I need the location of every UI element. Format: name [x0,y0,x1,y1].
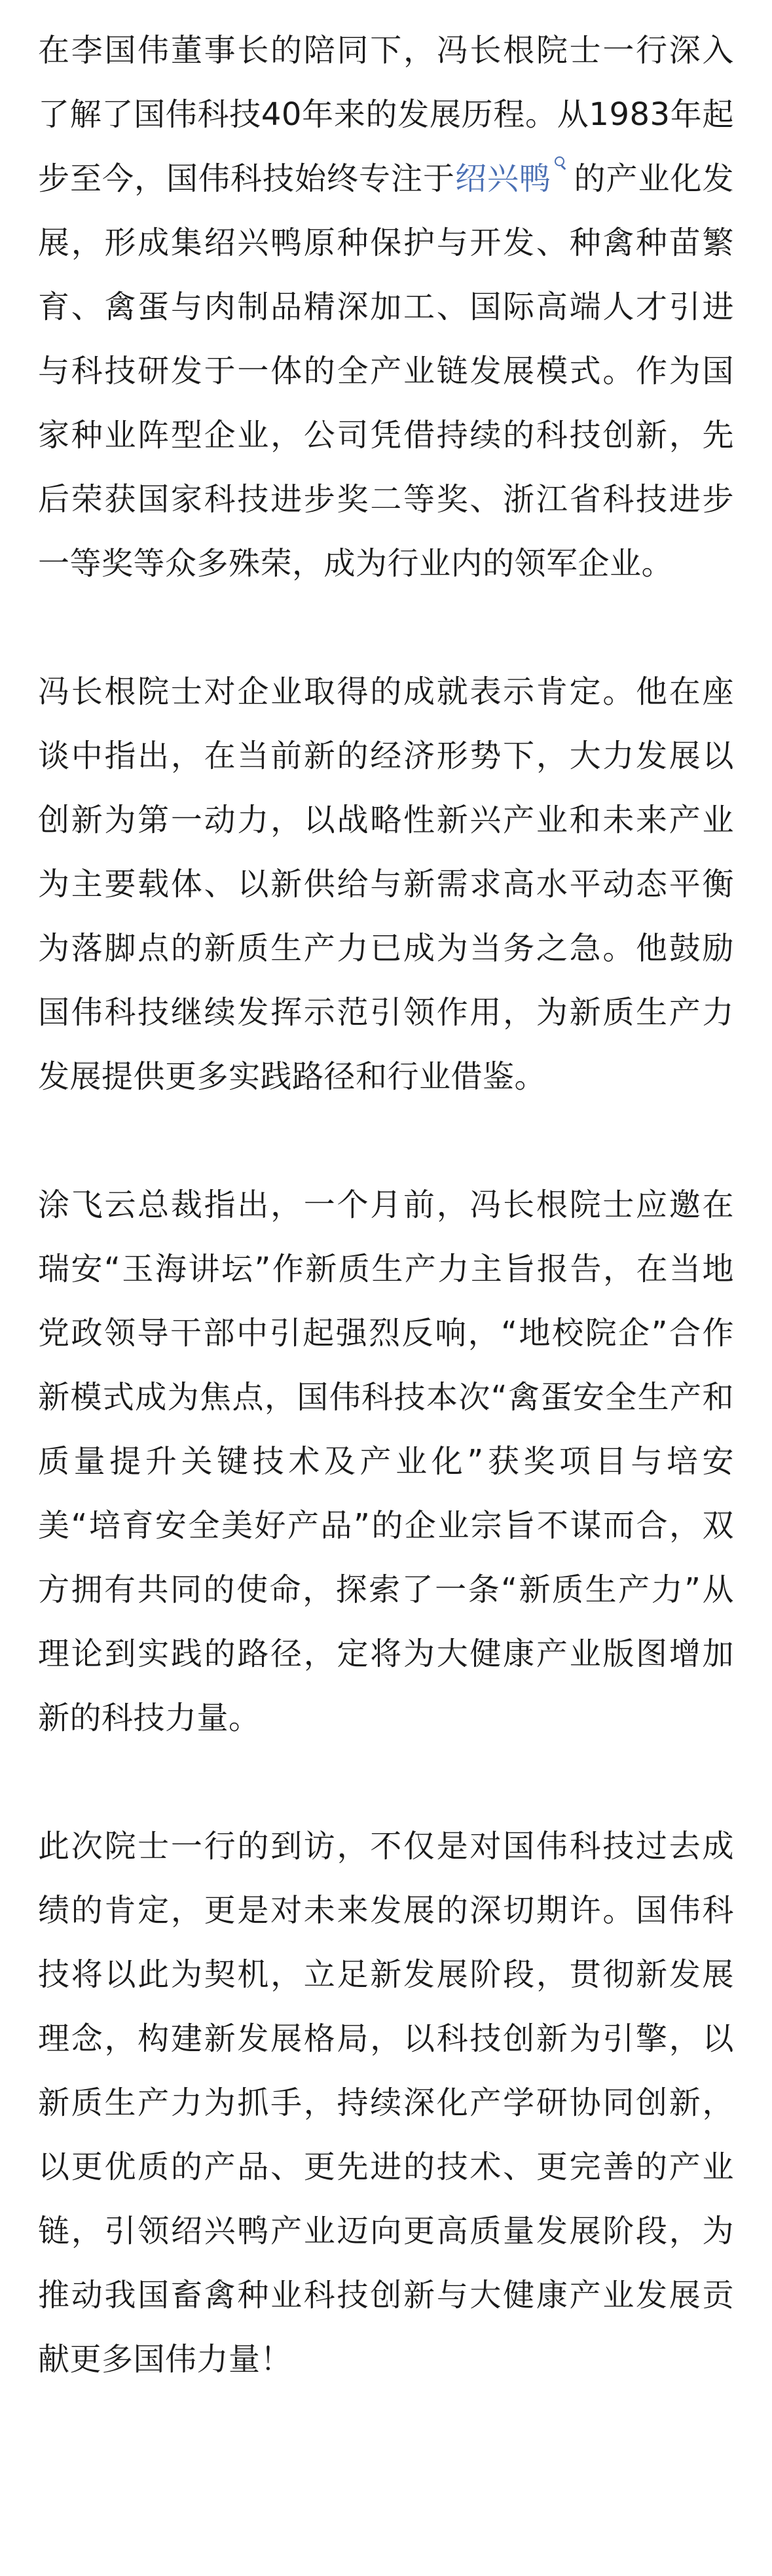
paragraph-1-text-after: 的产业化发展，形成集绍兴鸭原种保护与开发、种禽种苗繁育、禽蛋与肉制品精深加工、国际高端人才引进与科技研发于一体的全产业链发展模式。作为国家种业阵型企业，公司凭借持续的科技创新，先后荣获国家科技进步奖二等奖、浙江省科技进步一等奖等众多殊荣，成为行业内的领军企业。 [38,160,734,582]
search-icon[interactable] [554,155,568,175]
paragraph-2: 冯长根院士对企业取得的成就表示肯定。他在座谈中指出，在当前新的经济形势下，大力发展以创新为第一动力，以战略性新兴产业和未来产业为主要载体、以新供给与新需求高水平动态平衡为落脚点的新质生产力已成为当务之急。他鼓励国伟科技继续发挥示范引领作用，为新质生产力发展提供更多实践路径和行业借鉴。 [38,673,734,1095]
paragraph-3: 涂飞云总裁指出，一个月前，冯长根院士应邀在瑞安“玉海讲坛”作新质生产力主旨报告，在当地党政领导干部中引起强烈反响，“地校院企”合作新模式成为焦点，国伟科技本次“禽蛋安全生产和质量提升关键技术及产业化”获奖项目与培安美“培育安全美好产品”的企业宗旨不谋而合，双方拥有共同的使命，探索了一条“新质生产力”从理论到实践的路径，定将为大健康产业版图增加新的科技力量。 [38,1187,734,1736]
paragraph-4: 此次院士一行的到访，不仅是对国伟科技过去成绩的肯定，更是对未来发展的深切期许。国伟科技将以此为契机，立足新发展阶段，贯彻新发展理念，构建新发展格局，以科技创新为引擎，以新质生产力为抓手，持续深化产学研协同创新，以更优质的产品、更先进的技术、更完善的产业链，引领绍兴鸭产业迈向更高质量发展阶段，为推动我国畜禽种业科技创新与大健康产业发展贡献更多国伟力量！ [38,1828,734,2378]
keyword-link-shaoxing-duck[interactable]: 绍兴鸭 [454,160,551,197]
paragraph-1-text-before: 在李国伟董事长的陪同下，冯长根院士一行深入了解了国伟科技40年来的发展历程。从1983年起步至今，国伟科技始终专注于 [38,32,734,197]
paragraph-1 [38,18,734,596]
